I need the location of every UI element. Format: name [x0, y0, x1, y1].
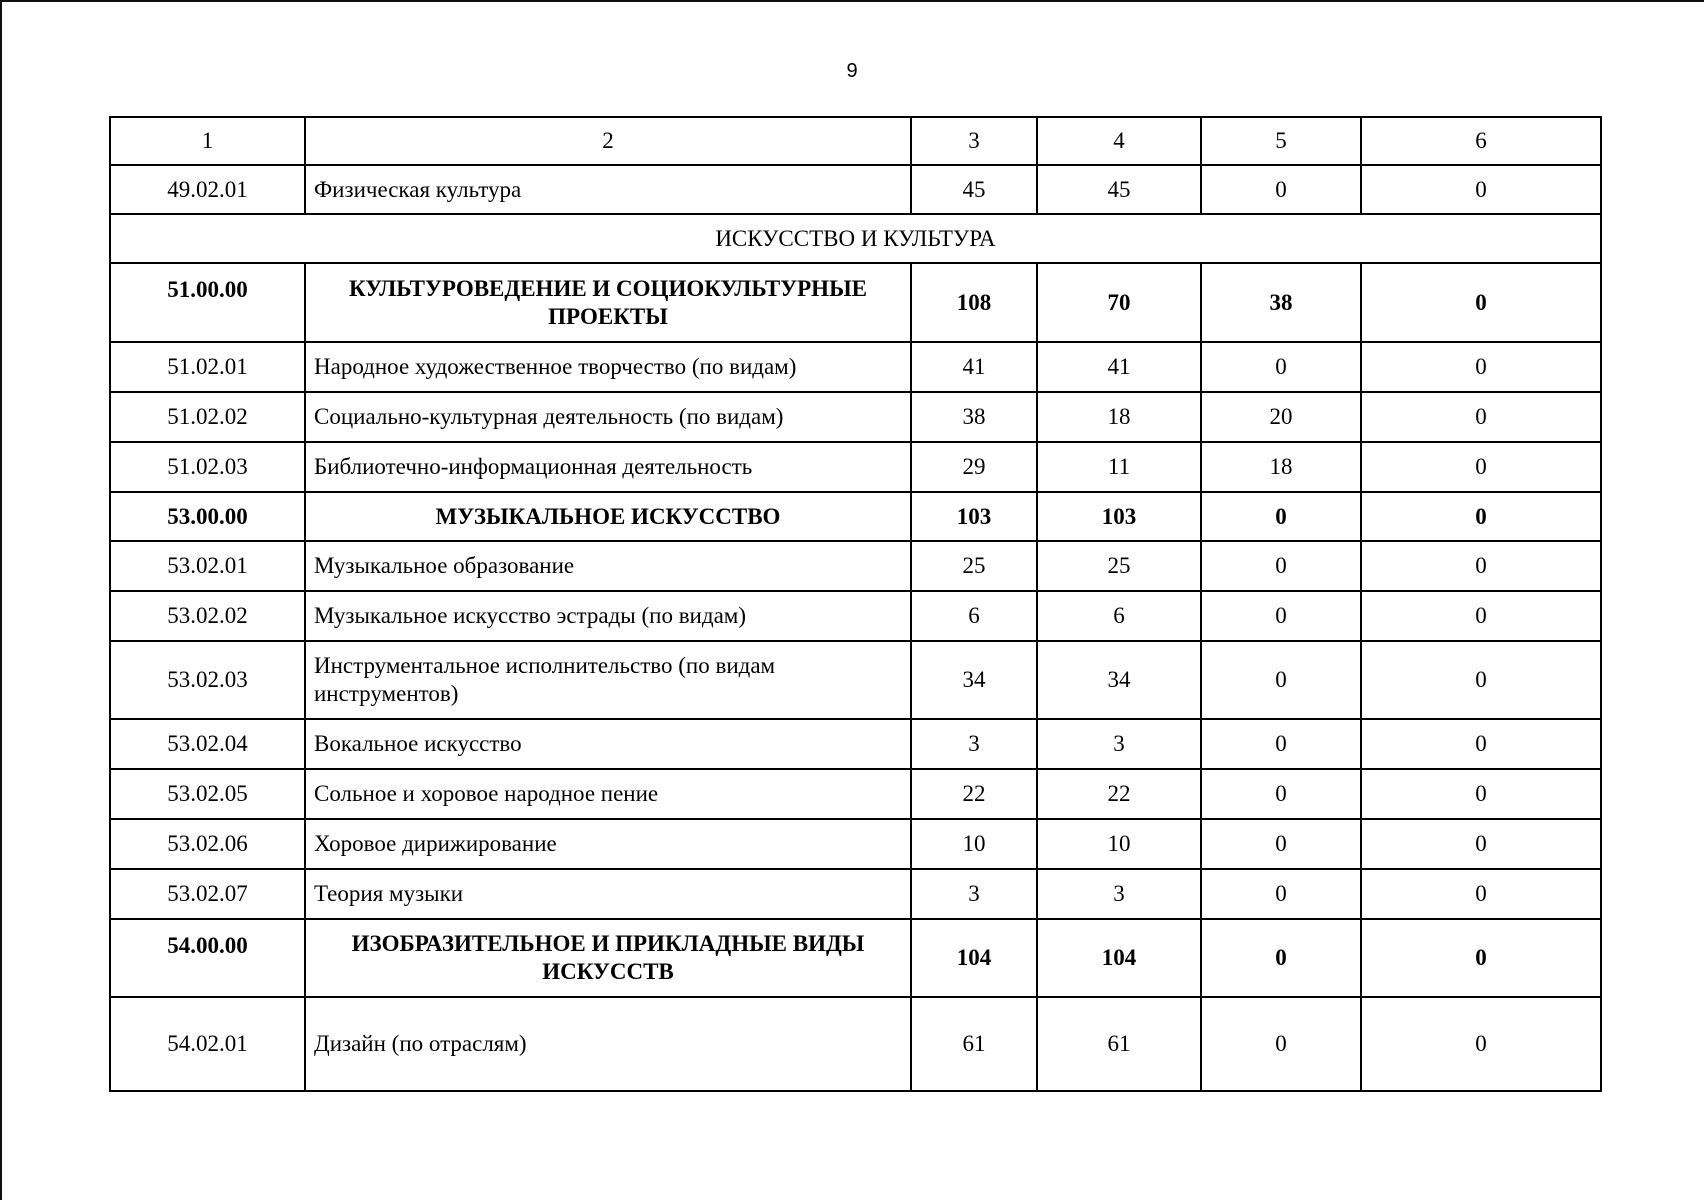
- value-cell-4: 10: [1037, 819, 1201, 869]
- page-number: 9: [846, 60, 858, 82]
- name-cell: Хоровое дирижирование: [305, 819, 911, 869]
- name-cell: Социально-культурная деятельность (по видам): [305, 392, 911, 442]
- header-col-5: 5: [1201, 117, 1361, 165]
- code-cell: 54.02.01: [110, 997, 305, 1091]
- value-cell-3: 103: [911, 492, 1037, 541]
- value-cell-3: 34: [911, 641, 1037, 719]
- category-row: [110, 214, 1601, 263]
- value-cell-5: 0: [1201, 342, 1361, 392]
- code-cell: 51.02.01: [110, 342, 305, 392]
- value-cell-5: 38: [1201, 263, 1361, 342]
- value-cell-4: 3: [1037, 869, 1201, 919]
- value-cell-5: 0: [1201, 641, 1361, 719]
- table-row: [110, 442, 1601, 492]
- value-cell-6: 0: [1361, 442, 1601, 492]
- code-cell: 53.02.07: [110, 869, 305, 919]
- name-cell: Инструментальное исполнительство (по видам инструментов): [305, 641, 911, 719]
- value-cell-5: 0: [1201, 719, 1361, 769]
- table-row: [110, 869, 1601, 919]
- value-cell-6: 0: [1361, 492, 1601, 541]
- value-cell-6: 0: [1361, 392, 1601, 442]
- name-cell: Физическая культура: [305, 165, 911, 214]
- value-cell-6: 0: [1361, 997, 1601, 1091]
- section-code-cell: 53.00.00: [110, 492, 305, 541]
- header-col-4: 4: [1037, 117, 1201, 165]
- value-cell-3: 38: [911, 392, 1037, 442]
- code-cell: 53.02.02: [110, 591, 305, 641]
- header-col-3: 3: [911, 117, 1037, 165]
- value-cell-3: 3: [911, 869, 1037, 919]
- value-cell-3: 6: [911, 591, 1037, 641]
- value-cell-6: 0: [1361, 769, 1601, 819]
- value-cell-6: 0: [1361, 919, 1601, 997]
- code-cell: 53.02.01: [110, 541, 305, 591]
- value-cell-4: 22: [1037, 769, 1201, 819]
- value-cell-5: 0: [1201, 541, 1361, 591]
- value-cell-6: 0: [1361, 819, 1601, 869]
- code-cell: 53.02.05: [110, 769, 305, 819]
- specialties-table: [109, 116, 1602, 1092]
- value-cell-4: 25: [1037, 541, 1201, 591]
- value-cell-6: 0: [1361, 541, 1601, 591]
- value-cell-4: 41: [1037, 342, 1201, 392]
- section-row: [110, 919, 1601, 997]
- value-cell-5: 0: [1201, 997, 1361, 1091]
- value-cell-6: 0: [1361, 641, 1601, 719]
- code-cell: 53.02.03: [110, 641, 305, 719]
- value-cell-5: 0: [1201, 819, 1361, 869]
- section-name-cell: МУЗЫКАЛЬНОЕ ИСКУССТВО: [305, 492, 911, 541]
- header-col-1: 1: [110, 117, 305, 165]
- value-cell-3: 45: [911, 165, 1037, 214]
- section-row: [110, 263, 1601, 342]
- value-cell-3: 104: [911, 919, 1037, 997]
- value-cell-5: 0: [1201, 919, 1361, 997]
- section-row: [110, 492, 1601, 541]
- value-cell-4: 70: [1037, 263, 1201, 342]
- name-cell: Библиотечно-информационная деятельность: [305, 442, 911, 492]
- section-name-cell: КУЛЬТУРОВЕДЕНИЕ И СОЦИОКУЛЬТУРНЫЕ ПРОЕКТЫ: [305, 263, 911, 342]
- section-name-cell: ИЗОБРАЗИТЕЛЬНОЕ И ПРИКЛАДНЫЕ ВИДЫ ИСКУССТВ: [305, 919, 911, 997]
- value-cell-4: 18: [1037, 392, 1201, 442]
- value-cell-4: 61: [1037, 997, 1201, 1091]
- header-col-2: 2: [305, 117, 911, 165]
- table-row: [110, 819, 1601, 869]
- name-cell: Сольное и хоровое народное пение: [305, 769, 911, 819]
- value-cell-3: 22: [911, 769, 1037, 819]
- value-cell-3: 10: [911, 819, 1037, 869]
- value-cell-3: 108: [911, 263, 1037, 342]
- code-cell: 51.02.02: [110, 392, 305, 442]
- value-cell-3: 29: [911, 442, 1037, 492]
- section-code-cell: 54.00.00: [110, 919, 305, 997]
- value-cell-5: 0: [1201, 492, 1361, 541]
- table-row: [110, 641, 1601, 719]
- name-cell: Музыкальное искусство эстрады (по видам): [305, 591, 911, 641]
- scan-border-top: [0, 0, 1704, 2]
- value-cell-3: 41: [911, 342, 1037, 392]
- value-cell-4: 3: [1037, 719, 1201, 769]
- value-cell-3: 3: [911, 719, 1037, 769]
- value-cell-6: 0: [1361, 591, 1601, 641]
- value-cell-5: 20: [1201, 392, 1361, 442]
- table-row: [110, 165, 1601, 214]
- value-cell-5: 0: [1201, 591, 1361, 641]
- value-cell-4: 104: [1037, 919, 1201, 997]
- value-cell-4: 11: [1037, 442, 1201, 492]
- name-cell: Музыкальное образование: [305, 541, 911, 591]
- name-cell: Теория музыки: [305, 869, 911, 919]
- value-cell-5: 18: [1201, 442, 1361, 492]
- value-cell-6: 0: [1361, 263, 1601, 342]
- scan-border-left: [0, 0, 2, 1200]
- table-row: [110, 997, 1601, 1091]
- name-cell: Вокальное искусство: [305, 719, 911, 769]
- table-row: [110, 392, 1601, 442]
- value-cell-4: 34: [1037, 641, 1201, 719]
- table-header-row: [110, 117, 1601, 165]
- value-cell-6: 0: [1361, 869, 1601, 919]
- table-row: [110, 541, 1601, 591]
- code-cell: 51.02.03: [110, 442, 305, 492]
- name-cell: Народное художественное творчество (по видам): [305, 342, 911, 392]
- code-cell: 53.02.04: [110, 719, 305, 769]
- value-cell-6: 0: [1361, 342, 1601, 392]
- name-cell: Дизайн (по отраслям): [305, 997, 911, 1091]
- value-cell-5: 0: [1201, 869, 1361, 919]
- value-cell-5: 0: [1201, 165, 1361, 214]
- value-cell-6: 0: [1361, 719, 1601, 769]
- table-row: [110, 591, 1601, 641]
- table-row: [110, 719, 1601, 769]
- value-cell-3: 61: [911, 997, 1037, 1091]
- value-cell-5: 0: [1201, 769, 1361, 819]
- value-cell-4: 6: [1037, 591, 1201, 641]
- value-cell-6: 0: [1361, 165, 1601, 214]
- value-cell-3: 25: [911, 541, 1037, 591]
- value-cell-4: 45: [1037, 165, 1201, 214]
- section-code-cell: 51.00.00: [110, 263, 305, 342]
- table-row: [110, 342, 1601, 392]
- code-cell: 49.02.01: [110, 165, 305, 214]
- header-col-6: 6: [1361, 117, 1601, 165]
- category-title: ИСКУССТВО И КУЛЬТУРА: [110, 214, 1601, 263]
- value-cell-4: 103: [1037, 492, 1201, 541]
- table-row: [110, 769, 1601, 819]
- code-cell: 53.02.06: [110, 819, 305, 869]
